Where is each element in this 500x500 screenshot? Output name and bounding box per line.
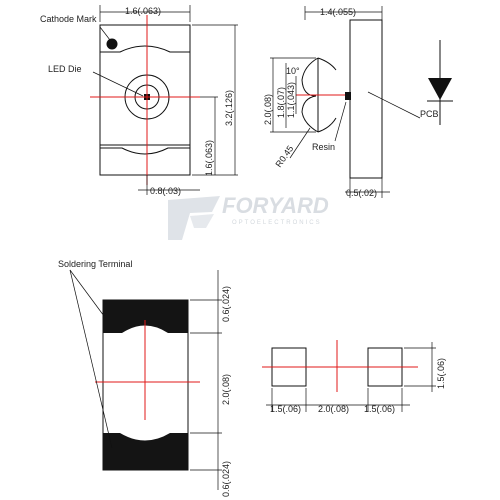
side-angle-dim: 10°: [286, 66, 300, 76]
pcb-label: PCB: [420, 109, 439, 119]
resin-label: Resin: [312, 142, 336, 152]
bottom-pad-bottom-dim: 0.6(.024): [221, 460, 231, 497]
top-view: [40, 5, 238, 196]
cathode-mark-dot-icon: [107, 39, 118, 50]
top-width-dim: 1.6(.063): [125, 6, 162, 16]
side-pcb-thickness-dim: 0.5(.02): [346, 188, 378, 198]
top-half-length-dim: 1.6(.063): [204, 139, 214, 176]
side-radius-leader: [290, 128, 310, 158]
side-cup-mid-dim: 1.8(.07): [276, 86, 286, 118]
footprint: [262, 340, 446, 414]
watermark-logo-icon: [168, 196, 220, 240]
top-lower-terminal-line: [100, 148, 190, 154]
cathode-mark-label: Cathode Mark: [40, 14, 97, 24]
side-radius-dim: R0.45: [273, 143, 296, 170]
side-height-dim: 1.4(.055): [320, 7, 357, 17]
soldering-terminal-bottom: [103, 433, 188, 470]
side-body-outline: [350, 20, 382, 178]
bottom-pad-top-dim: 0.6(.024): [221, 285, 231, 322]
side-die-marker: [345, 92, 351, 100]
soldering-leader-bottom: [70, 270, 112, 448]
watermark-brand: FORYARD: [222, 193, 329, 218]
top-terminal-gap-dim: 0.8(.03): [150, 186, 182, 196]
top-length-dim: 3.2(.126): [224, 89, 234, 126]
cathode-leader: [100, 27, 110, 40]
watermark-tagline: OPTOELECTRONICS: [232, 220, 322, 226]
watermark: [168, 193, 329, 240]
footprint-pad-left-dim: 1.5(.06): [270, 404, 302, 414]
side-cup-outer-dim: 2.0(.08): [263, 93, 273, 125]
footprint-gap-dim: 2.0(.08): [318, 404, 350, 414]
footprint-pad-height-dim: 1.5(.06): [436, 357, 446, 389]
footprint-pad-right-dim: 1.5(.06): [364, 404, 396, 414]
bottom-view: [58, 259, 231, 497]
pcb-leader: [368, 92, 420, 118]
side-view: [263, 6, 439, 198]
resin-leader: [335, 102, 346, 141]
side-cup-inner-dim: 1.1(.043): [286, 81, 296, 118]
bottom-center-dim: 2.0(.08): [221, 373, 231, 405]
led-die-label: LED Die: [48, 64, 82, 74]
side-cup-lower-arc: [318, 118, 336, 132]
side-cup-upper-arc: [318, 58, 336, 70]
soldering-terminal-label: Soldering Terminal: [58, 259, 133, 269]
